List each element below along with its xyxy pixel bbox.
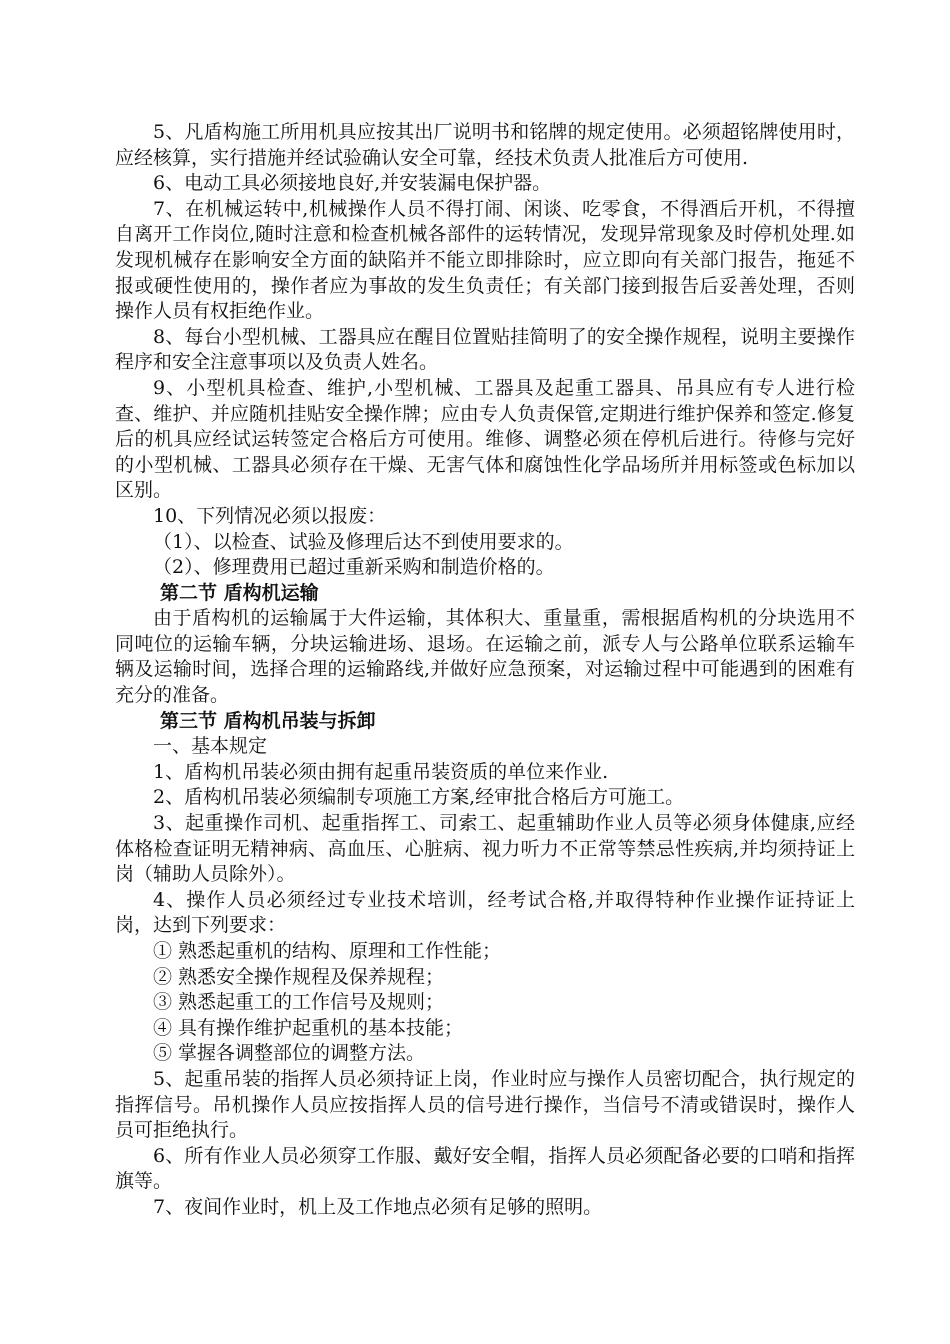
section-heading-2: 第二节 盾构机运输 — [160, 581, 319, 604]
document-body — [115, 120, 855, 1221]
paragraph-transport: 由于盾构机的运输属于大件运输，其体积大、重量重，需根据盾构机的分块选用不同吨位的运输车辆，分块运输进场、退场。在运输之前，派专人与公路单位联系运输车辆及运输时间，选择合理的运输路线,并做好应急预案，对运输过程中可能遇到的困难有充分的准备。 — [115, 607, 855, 707]
rule-item-3: 3、起重操作司机、起重指挥工、司索工、起重辅助作业人员等必须身体健康,应经体格检查证明无精神病、高血压、心脏病、视力听力不正常等禁忌性疾病,并均须持证上岗（辅助人员除外）。 — [115, 812, 855, 886]
rule-item-4: 4、操作人员必须经过专业技术培训，经考试合格,并取得特种作业操作证持证上岗，达到下列要求： — [115, 888, 855, 937]
paragraph-item-5: 5、凡盾构施工所用机具应按其出厂说明书和铭牌的规定使用。必须超铭牌使用时，应经核算，实行措施并经试验确认安全可靠，经技术负责人批准后方可使用. — [115, 121, 855, 169]
requirement-item-2: ② 熟悉安全操作规程及保养规程； — [153, 965, 445, 988]
subheading-basic-rules: 一、基本规定 — [153, 735, 268, 758]
paragraph-item-6: 6、电动工具必须接地良好,并安装漏电保护器。 — [153, 172, 552, 195]
rule-item-2: 2、盾构机吊装必须编制专项施工方案,经审批合格后方可施工。 — [153, 786, 685, 809]
rule-item-7: 7、夜间作业时，机上及工作地点必须有足够的照明。 — [153, 1195, 603, 1218]
requirement-item-4: ④ 具有操作维护起重机的基本技能； — [153, 1016, 464, 1039]
rule-item-6: 6、所有作业人员必须穿工作服、戴好安全帽，指挥人员必须配备必要的口哨和指挥旗等。 — [115, 1144, 855, 1193]
requirement-item-5: ⑤ 掌握各调整部位的调整方法。 — [153, 1042, 426, 1065]
section-heading-3: 第三节 盾构机吊装与拆卸 — [160, 709, 376, 732]
paragraph-item-8: 8、每台小型机械、工器具应在醒目位置贴挂简明了的安全操作规程，说明主要操作程序和安全注意事项以及负责人姓名。 — [115, 325, 855, 374]
paragraph-item-10: 10、下列情况必须以报废： — [153, 504, 387, 527]
rule-item-1: 1、盾构机吊装必须由拥有起重吊装资质的单位来作业. — [153, 760, 609, 783]
paragraph-item-9: 9、小型机具检查、维护,小型机械、工器具及起重工器具、吊具应有专人进行检查、维护、并应随机挂贴安全操作牌；应由专人负责保管,定期进行维护保养和签定.修复后的机具应经试运转签定合格后方可使用。维修、调整必须在停机后进行。待修与完好的小型机械、工器具必须存在干燥、无害气体和腐蚀性化学品场所并用标签或色标加以区别。 — [115, 376, 855, 502]
requirement-item-1: ① 熟悉起重机的结构、原理和工作性能； — [153, 940, 502, 962]
sub-item-2: （2）、修理费用已超过重新采购和制造价格的。 — [153, 556, 555, 579]
paragraph-item-7: 7、在机械运转中,机械操作人员不得打闹、闲谈、吃零食，不得酒后开机，不得擅自离开工作岗位,随时注意和检查机械各部件的运转情况，发现异常现象及时停机处理.如发现机械存在影响安全方面的缺陷并不能立即排除时，应立即向有关部门报告，拖延不报或硬性使用的，操作者应为事故的发生负责任；有关部门接到报告后妥善处理，否则操作人员有权拒绝作业。 — [115, 197, 855, 323]
rule-item-5: 5、起重吊装的指挥人员必须持证上岗，作业时应与操作人员密切配合，执行规定的指挥信号。吊机操作人员应按指挥人员的信号进行操作，当信号不清或错误时，操作人员可拒绝执行。 — [115, 1067, 855, 1142]
sub-item-1: （1）、以检查、试验及修理后达不到使用要求的。 — [153, 530, 574, 553]
requirement-item-3: ③ 熟悉起重工的工作信号及规则； — [153, 991, 445, 1014]
